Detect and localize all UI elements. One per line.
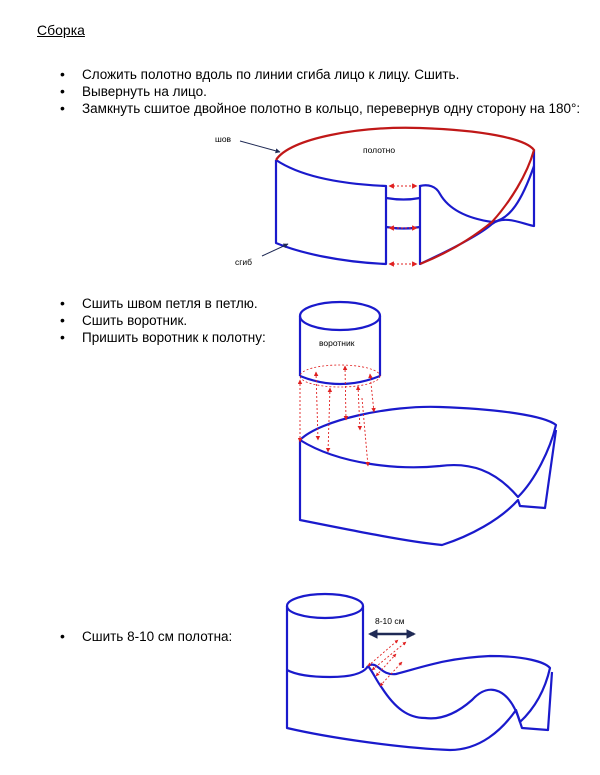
steps-list-1 [60, 66, 580, 117]
fold-pointer [262, 244, 288, 256]
step-item: • Сшить швом петля в петлю. [60, 295, 266, 312]
label-fabric: полотно [363, 145, 396, 155]
seam-line-red [276, 128, 534, 264]
measure-arrows [368, 640, 406, 686]
seam-pointer [240, 141, 280, 152]
step-item: • Сшить 8-10 см полотна: [60, 628, 232, 645]
step-item: • Сшить воротник. [60, 312, 266, 329]
label-seam: шов [215, 134, 232, 144]
label-fold: сгиб [235, 257, 252, 267]
fabric-band [300, 407, 556, 545]
collar-top [287, 594, 363, 670]
join-arrows [389, 186, 417, 264]
ring-assembly-diagram [0, 120, 600, 280]
fabric-front-blue [276, 150, 534, 264]
page-heading: Сборка [37, 22, 85, 38]
label-collar: воротник [319, 338, 355, 348]
fabric-twisted [287, 656, 552, 750]
step-item: • Замкнуть сшитое двойное полотно в кольцо, перевернув одну сторону на 180°: [60, 100, 580, 117]
step-item: • Вывернуть на лицо. [60, 83, 580, 100]
step-item: • Сложить полотно вдоль по линии сгиба лицо к лицу. Сшить. [60, 66, 580, 83]
collar-attach-diagram [0, 290, 600, 560]
step-item: • Пришить воротник к полотну: [60, 329, 266, 346]
label-measure: 8-10 см [375, 616, 405, 626]
sew-section-diagram [0, 590, 600, 770]
